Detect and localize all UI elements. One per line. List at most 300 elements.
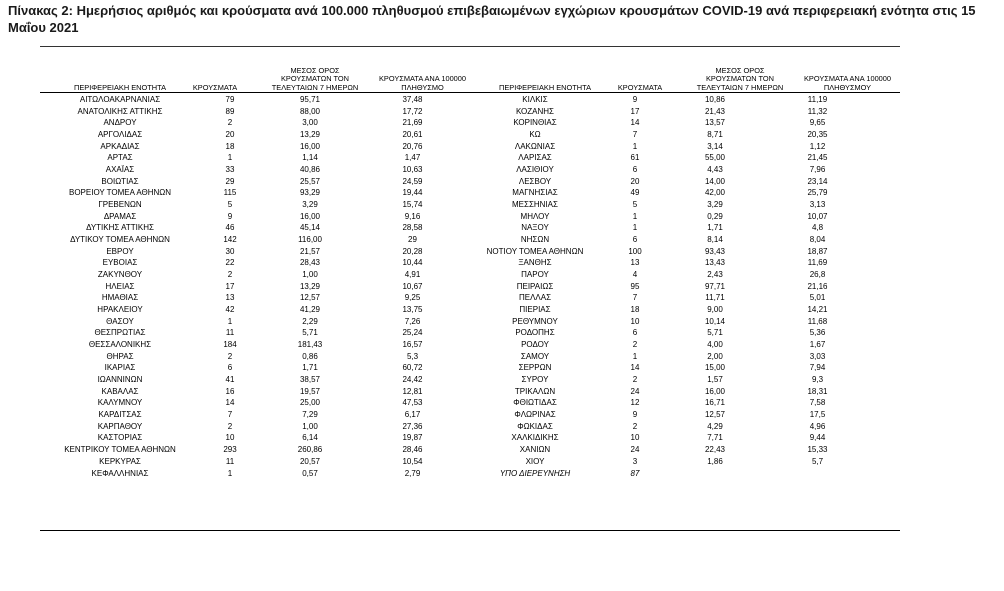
cell-per100k: 37,48 <box>402 95 423 104</box>
cell-region-2: ΦΩΚΙΔΑΣ <box>517 421 553 431</box>
cell-avg7-2: 5,71 <box>707 328 723 338</box>
cell-per100k: 20,61 <box>402 130 423 140</box>
cell-per100k: 16,57 <box>402 340 423 350</box>
cell-avg7-2 <box>665 468 765 480</box>
cell-per100k: 20,28 <box>402 246 423 256</box>
cell-region: ΓΡΕΒΕΝΩΝ <box>98 200 142 210</box>
cell-cases: 142 <box>223 235 237 245</box>
header-cases-2: ΚΡΟΥΣΜΑΤΑ <box>617 82 663 92</box>
cell-region: ΚΑΒΑΛΑΣ <box>101 386 139 396</box>
cell-region: ΚΑΡΠΑΘΟΥ <box>97 421 143 431</box>
cell-avg7: 1,00 <box>302 270 318 280</box>
cell-cases: 20 <box>225 130 235 140</box>
cell-avg7-2: 8,14 <box>707 235 723 245</box>
cell-region: ΑΡΤΑΣ <box>107 153 133 163</box>
cell-cases-2: 6 <box>632 328 638 338</box>
cell-per100k-2: 17,5 <box>809 410 826 420</box>
table-row <box>40 164 870 176</box>
cell-cases: 18 <box>225 141 235 151</box>
cell-avg7-2: 8,71 <box>707 130 723 140</box>
cell-region-2: ΣΕΡΡΩΝ <box>518 363 552 373</box>
cell-avg7-2: 12,57 <box>704 410 726 420</box>
cell-per100k: 27,36 <box>402 421 423 431</box>
cell-cases-2: 24 <box>630 445 640 455</box>
cell-avg7: 13,29 <box>299 130 321 140</box>
cell-avg7: 12,57 <box>299 293 321 303</box>
cell-cases: 41 <box>225 375 235 385</box>
cell-region: ΔΥΤΙΚΟΥ ΤΟΜΕΑ ΑΘΗΝΩΝ <box>70 235 170 245</box>
cell-region-2: ΥΠΟ ΔΙΕΡΕΥΝΗΣΗ <box>499 468 571 478</box>
cell-avg7: 13,29 <box>299 281 321 291</box>
header-region: ΠΕΡΙΦΕΡΕΙΑΚΗ ΕΝΟΤΗΤΑ <box>74 82 166 92</box>
cell-per100k: 17,72 <box>402 106 423 116</box>
cell-cases-2: 18 <box>630 305 640 315</box>
cell-region-2: ΚΟΡΙΝΘΙΑΣ <box>513 118 557 128</box>
cell-per100k: 24,59 <box>402 176 423 186</box>
cell-cases: 11 <box>225 328 235 338</box>
cell-region: ΑΙΤΩΛΟΑΚΑΡΝΑΝΙΑΣ <box>79 95 161 104</box>
cell-avg7: 21,57 <box>299 246 321 256</box>
cell-cases-2: 7 <box>632 130 638 140</box>
cell-cases: 33 <box>225 165 235 175</box>
cell-cases-2: 4 <box>632 270 638 280</box>
cell-region: ΑΡΓΟΛΙΔΑΣ <box>97 130 143 140</box>
table-row <box>40 281 870 293</box>
cell-cases: 89 <box>225 106 235 116</box>
cell-region: ΘΑΣΟΥ <box>106 316 134 326</box>
cell-avg7-2: 4,29 <box>707 421 723 431</box>
table-bottom-rule <box>40 530 900 531</box>
cell-avg7: 3,00 <box>302 118 318 128</box>
cell-cases-2: 12 <box>630 398 640 408</box>
cell-cases-2: 14 <box>630 363 640 373</box>
cell-avg7: 5,71 <box>302 328 318 338</box>
cell-avg7-2: 42,00 <box>704 188 726 198</box>
cell-per100k-2: 26,8 <box>809 270 826 280</box>
cell-region: ΘΕΣΣΑΛΟΝΙΚΗΣ <box>88 340 152 350</box>
cell-avg7: 1,00 <box>302 421 318 431</box>
cell-region-2: ΛΕΣΒΟΥ <box>518 176 552 186</box>
cell-per100k: 25,24 <box>402 328 423 338</box>
cell-cases: 22 <box>225 258 235 268</box>
cell-per100k-2: 20,35 <box>807 130 828 140</box>
cell-cases-2: 49 <box>630 188 640 198</box>
table-row <box>40 234 870 246</box>
cell-region-2: ΧΑΛΚΙΔΙΚΗΣ <box>511 433 559 443</box>
cell-per100k-2: 18,31 <box>807 386 828 396</box>
cell-avg7: 28,43 <box>299 258 321 268</box>
table-row <box>40 117 870 129</box>
cell-per100k: 1,47 <box>404 153 421 163</box>
title-divider <box>40 46 900 47</box>
cell-region: ΚΕΦΑΛΛΗΝΙΑΣ <box>91 468 149 478</box>
cell-region: ΔΥΤΙΚΗΣ ΑΤΤΙΚΗΣ <box>86 223 154 233</box>
cell-cases-2: 17 <box>630 106 640 116</box>
cell-region-2: ΚΙΛΚΙΣ <box>522 95 548 104</box>
cell-per100k-2: 21,45 <box>807 153 828 163</box>
cell-per100k: 28,58 <box>402 223 423 233</box>
cell-cases-2: 9 <box>632 410 638 420</box>
cell-cases: 16 <box>225 386 235 396</box>
cell-per100k-2: 15,33 <box>807 445 828 455</box>
cell-region-2: ΤΡΙΚΑΛΩΝ <box>514 386 556 396</box>
table-row <box>40 374 870 386</box>
cell-avg7-2: 93,43 <box>704 246 726 256</box>
header-avg7-2: ΜΕΣΟΣ ΟΡΟΣ ΚΡΟΥΣΜΑΤΩΝ ΤΟΝ ΤΕΛΕΥΤΑΙΩΝ 7 ΗΜΕΡΩΝ <box>696 65 784 92</box>
cell-per100k-2: 11,19 <box>807 95 828 104</box>
table-body <box>40 94 870 479</box>
cell-per100k-2: 23,14 <box>807 176 828 186</box>
cell-cases: 9 <box>227 211 233 221</box>
cell-per100k: 10,54 <box>402 456 423 466</box>
cell-region-2: ΜΑΓΝΗΣΙΑΣ <box>512 188 558 198</box>
cell-avg7: 0,86 <box>302 351 318 361</box>
cell-per100k: 5,3 <box>406 351 419 361</box>
table-row <box>40 152 870 164</box>
cell-avg7-2: 1,71 <box>707 223 723 233</box>
cell-cases: 46 <box>225 223 235 233</box>
table-row <box>40 316 870 328</box>
cell-avg7: 1,71 <box>302 363 318 373</box>
cell-region-2: ΧΙΟΥ <box>525 456 545 466</box>
cell-per100k: 4,91 <box>404 270 421 280</box>
cell-per100k-2 <box>765 468 870 480</box>
cell-per100k-2: 5,01 <box>809 293 826 303</box>
cell-avg7: 16,00 <box>299 141 321 151</box>
table-row <box>40 222 870 234</box>
table-row <box>40 339 870 351</box>
cell-cases: 5 <box>227 200 233 210</box>
table-row <box>40 129 870 141</box>
cell-avg7: 45,14 <box>299 223 321 233</box>
cell-cases: 7 <box>227 410 233 420</box>
cell-region-2: ΞΑΝΘΗΣ <box>518 258 552 268</box>
cell-cases: 79 <box>225 95 235 104</box>
cell-cases: 184 <box>223 340 237 350</box>
header-region-2: ΠΕΡΙΦΕΡΕΙΑΚΗ ΕΝΟΤΗΤΑ <box>499 82 591 92</box>
cell-cases-2: 7 <box>632 293 638 303</box>
cell-region-2: ΠΕΛΛΑΣ <box>518 293 552 303</box>
cell-avg7-2: 9,00 <box>707 305 723 315</box>
cell-avg7: 1,14 <box>302 153 318 163</box>
cell-cases-2: 2 <box>632 340 638 350</box>
cell-avg7-2: 97,71 <box>704 281 726 291</box>
cell-avg7-2: 4,43 <box>707 165 723 175</box>
cell-per100k: 15,74 <box>402 200 423 210</box>
cell-avg7: 40,86 <box>299 165 321 175</box>
cell-cases-2: 9 <box>632 95 638 104</box>
cell-cases-2: 87 <box>630 468 640 478</box>
cell-per100k-2: 1,67 <box>809 340 826 350</box>
cell-cases-2: 5 <box>632 200 638 210</box>
cell-cases: 29 <box>225 176 235 186</box>
cell-cases-2: 61 <box>630 153 640 163</box>
cell-per100k-2: 4,8 <box>811 223 824 233</box>
table-row <box>40 106 870 118</box>
table-row <box>40 421 870 433</box>
cell-avg7-2: 10,86 <box>704 95 726 104</box>
table-title: Πίνακας 2: Ημερήσιος αριθμός και κρούσματα ανά 100.000 πληθυσμού επιβεβαιωμένων εγχώριων κρουσμάτων COVID-19 ανά περιφερειακή ενότητα στις 15 Μαΐου 2021 <box>8 3 976 35</box>
cell-region-2: ΡΕΘΥΜΝΟΥ <box>512 316 558 326</box>
cell-per100k: 20,76 <box>402 141 423 151</box>
cell-avg7: 2,29 <box>302 316 318 326</box>
cell-avg7: 0,57 <box>302 468 318 478</box>
cell-region: ΚΑΛΥΜΝΟΥ <box>97 398 143 408</box>
cell-cases: 13 <box>225 293 235 303</box>
cell-cases-2: 10 <box>630 316 640 326</box>
cell-cases-2: 10 <box>630 433 640 443</box>
cell-region-2: ΣΑΜΟΥ <box>520 351 550 361</box>
cell-region-2: ΚΟΖΑΝΗΣ <box>515 106 555 116</box>
cell-avg7: 260,86 <box>297 445 323 455</box>
cell-avg7: 181,43 <box>297 340 323 350</box>
cell-per100k: 21,69 <box>402 118 423 128</box>
cell-per100k: 9,16 <box>404 211 421 221</box>
cell-per100k-2: 7,58 <box>809 398 826 408</box>
cell-per100k: 2,79 <box>404 468 421 478</box>
cell-avg7: 19,57 <box>299 386 321 396</box>
table-row <box>40 246 870 258</box>
cell-cases-2: 1 <box>632 223 638 233</box>
cell-avg7-2: 3,29 <box>707 200 723 210</box>
cell-per100k-2: 4,96 <box>809 421 826 431</box>
cell-per100k: 19,87 <box>402 433 423 443</box>
cell-per100k: 9,25 <box>404 293 421 303</box>
cell-per100k-2: 9,65 <box>809 118 826 128</box>
cell-cases: 1 <box>227 153 233 163</box>
data-table <box>40 94 870 479</box>
cell-region-2: ΠΕΙΡΑΙΩΣ <box>516 281 554 291</box>
table-row <box>40 257 870 269</box>
cell-per100k-2: 25,79 <box>807 188 828 198</box>
cell-avg7-2: 55,00 <box>704 153 726 163</box>
cell-region: ΚΕΡΚΥΡΑΣ <box>99 456 141 466</box>
cell-avg7-2: 10,14 <box>704 316 726 326</box>
cell-cases-2: 3 <box>632 456 638 466</box>
cell-region: ΗΜΑΘΙΑΣ <box>101 293 139 303</box>
cell-cases-2: 6 <box>632 235 638 245</box>
table-row <box>40 199 870 211</box>
cell-region-2: ΚΩ <box>529 130 541 140</box>
cell-per100k: 6,17 <box>404 410 421 420</box>
cell-per100k: 12,81 <box>402 386 423 396</box>
cell-per100k-2: 5,36 <box>809 328 826 338</box>
cell-avg7-2: 3,14 <box>707 141 723 151</box>
cell-per100k-2: 9,44 <box>809 433 826 443</box>
table-row <box>40 269 870 281</box>
cell-cases: 2 <box>227 421 233 431</box>
cell-region-2: ΜΕΣΣΗΝΙΑΣ <box>512 200 558 210</box>
cell-per100k: 10,67 <box>402 281 423 291</box>
cell-avg7-2: 11,71 <box>705 293 725 303</box>
cell-per100k: 28,46 <box>402 445 423 455</box>
cell-region-2: ΠΑΡΟΥ <box>521 270 549 280</box>
cell-avg7-2: 4,00 <box>707 340 723 350</box>
cell-region-2: ΝΗΣΩΝ <box>520 235 550 245</box>
cell-cases-2: 100 <box>628 246 642 256</box>
cell-per100k-2: 11,32 <box>807 106 828 116</box>
cell-cases: 14 <box>225 398 235 408</box>
cell-per100k: 10,63 <box>402 165 423 175</box>
cell-cases: 42 <box>225 305 235 315</box>
cell-avg7: 116,00 <box>298 235 322 245</box>
cell-per100k-2: 21,16 <box>807 281 828 291</box>
cell-cases-2: 1 <box>632 211 638 221</box>
cell-cases-2: 24 <box>630 386 640 396</box>
cell-region-2: ΦΘΙΩΤΙΔΑΣ <box>513 398 557 408</box>
cell-avg7-2: 7,71 <box>707 433 723 443</box>
table-header <box>0 60 1004 92</box>
cell-avg7-2: 14,00 <box>704 176 726 186</box>
cell-avg7: 38,57 <box>299 375 321 385</box>
cell-avg7: 93,29 <box>299 188 321 198</box>
cell-per100k-2: 11,68 <box>807 316 828 326</box>
cell-avg7: 3,29 <box>302 200 318 210</box>
cell-avg7: 7,29 <box>302 410 318 420</box>
cell-per100k: 24,42 <box>402 375 423 385</box>
cell-avg7: 6,14 <box>302 433 318 443</box>
cell-cases: 1 <box>227 468 233 478</box>
cell-per100k-2: 11,69 <box>807 258 828 268</box>
cell-per100k-2: 3,13 <box>809 200 826 210</box>
cell-avg7: 16,00 <box>299 211 321 221</box>
table-row <box>40 304 870 316</box>
cell-cases-2: 95 <box>630 281 640 291</box>
table-row <box>40 94 870 106</box>
cell-avg7-2: 15,00 <box>704 363 726 373</box>
cell-region-2: ΦΛΩΡΙΝΑΣ <box>514 410 556 420</box>
table-row <box>40 456 870 468</box>
table-row <box>40 397 870 409</box>
cell-avg7: 95,71 <box>299 95 321 104</box>
cell-region: ΑΝΑΤΟΛΙΚΗΣ ΑΤΤΙΚΗΣ <box>77 106 163 116</box>
cell-per100k: 29 <box>408 235 417 245</box>
cell-cases: 2 <box>227 118 233 128</box>
cell-cases-2: 20 <box>630 176 640 186</box>
table-row <box>40 327 870 339</box>
cell-cases-2: 14 <box>630 118 640 128</box>
table-row <box>40 386 870 398</box>
cell-region: ΘΗΡΑΣ <box>106 351 134 361</box>
cell-per100k-2: 9,3 <box>811 375 824 385</box>
cell-per100k-2: 10,07 <box>807 211 828 221</box>
cell-cases-2: 1 <box>632 141 638 151</box>
cell-per100k: 19,44 <box>402 188 423 198</box>
cell-cases: 30 <box>225 246 235 256</box>
cell-cases: 1 <box>227 316 233 326</box>
table-row <box>40 432 870 444</box>
cell-region: ΙΩΑΝΝΙΝΩΝ <box>97 375 143 385</box>
cell-region-2: ΠΙΕΡΙΑΣ <box>519 305 551 315</box>
table-row <box>40 468 870 480</box>
cell-per100k-2: 5,7 <box>811 456 824 466</box>
cell-region-2: ΧΑΝΙΩΝ <box>519 445 551 455</box>
cell-region-2: ΛΑΡΙΣΑΣ <box>518 153 552 163</box>
table-row <box>40 211 870 223</box>
cell-avg7-2: 21,43 <box>704 106 726 116</box>
cell-cases: 6 <box>227 363 233 373</box>
cell-region-2: ΛΑΚΩΝΙΑΣ <box>514 141 556 151</box>
cell-avg7-2: 1,57 <box>707 375 723 385</box>
cell-region-2: ΡΟΔΟΥ <box>521 340 549 350</box>
cell-cases: 17 <box>225 281 235 291</box>
cell-cases-2: 2 <box>632 375 638 385</box>
cell-cases: 2 <box>227 351 233 361</box>
cell-avg7-2: 0,29 <box>707 211 723 221</box>
cell-avg7: 41,29 <box>299 305 321 315</box>
cell-region: ΗΡΑΚΛΕΙΟΥ <box>97 305 143 315</box>
cell-region: ΔΡΑΜΑΣ <box>103 211 137 221</box>
cell-avg7-2: 1,86 <box>707 456 723 466</box>
cell-cases: 10 <box>225 433 235 443</box>
cell-cases: 115 <box>223 188 237 198</box>
cell-region: ΚΕΝΤΡΙΚΟΥ ΤΟΜΕΑ ΑΘΗΝΩΝ <box>64 445 176 455</box>
cell-region: ΖΑΚΥΝΘΟΥ <box>97 270 143 280</box>
cell-avg7: 25,57 <box>299 176 321 186</box>
cell-avg7-2: 16,71 <box>704 398 726 408</box>
cell-avg7-2: 2,00 <box>707 351 723 361</box>
cell-region: ΚΑΣΤΟΡΙΑΣ <box>97 433 143 443</box>
header-per100k-2: ΚΡΟΥΣΜΑΤΑ ΑΝΑ 100000 ΠΛΗΘΥΣΜΟΥ <box>803 74 892 92</box>
cell-avg7-2: 22,43 <box>704 445 726 455</box>
cell-per100k-2: 7,94 <box>809 363 826 373</box>
cell-per100k-2: 14,21 <box>807 305 828 315</box>
cell-region: ΒΟΡΕΙΟΥ ΤΟΜΕΑ ΑΘΗΝΩΝ <box>68 188 172 198</box>
cell-region: ΑΝΔΡΟΥ <box>103 118 137 128</box>
cell-per100k: 7,26 <box>404 316 421 326</box>
cell-avg7: 88,00 <box>299 106 321 116</box>
cell-per100k: 47,53 <box>402 398 423 408</box>
cell-cases: 11 <box>225 456 235 466</box>
header-avg7: ΜΕΣΟΣ ΟΡΟΣ ΚΡΟΥΣΜΑΤΩΝ ΤΟΝ ΤΕΛΕΥΤΑΙΩΝ 7 ΗΜΕΡΩΝ <box>271 65 359 92</box>
header-cases: ΚΡΟΥΣΜΑΤΑ <box>192 82 238 92</box>
cell-per100k-2: 7,96 <box>809 165 826 175</box>
cell-per100k-2: 1,12 <box>809 141 826 151</box>
cell-cases-2: 2 <box>632 421 638 431</box>
cell-avg7-2: 16,00 <box>704 386 726 396</box>
cell-region-2: ΡΟΔΟΠΗΣ <box>515 328 555 338</box>
cell-per100k-2: 3,03 <box>809 351 826 361</box>
table-row <box>40 444 870 456</box>
header-per100k: ΚΡΟΥΣΜΑΤΑ ΑΝΑ 100000 ΠΛΗΘΥΣΜΟ <box>378 74 467 92</box>
cell-region: ΚΑΡΔΙΤΣΑΣ <box>98 410 142 420</box>
cell-region-2: ΜΗΛΟΥ <box>520 211 550 221</box>
cell-region: ΑΧΑΪΑΣ <box>105 165 135 175</box>
cell-avg7-2: 2,43 <box>707 270 723 280</box>
table-row <box>40 176 870 188</box>
table-row <box>40 351 870 363</box>
cell-cases: 2 <box>227 270 233 280</box>
cell-cases-2: 6 <box>632 165 638 175</box>
cell-cases-2: 1 <box>632 351 638 361</box>
cell-avg7: 20,57 <box>299 456 321 466</box>
cell-cases-2: 13 <box>630 258 640 268</box>
cell-region: ΕΒΡΟΥ <box>106 246 134 256</box>
table-row <box>40 141 870 153</box>
cell-region: ΗΛΕΙΑΣ <box>105 281 135 291</box>
cell-per100k: 60,72 <box>402 363 423 373</box>
cell-region: ΘΕΣΠΡΩΤΙΑΣ <box>94 328 146 338</box>
cell-avg7-2: 13,57 <box>704 118 726 128</box>
table-row <box>40 187 870 199</box>
cell-region-2: ΝΟΤΙΟΥ ΤΟΜΕΑ ΑΘΗΝΩΝ <box>486 246 584 256</box>
cell-region: ΕΥΒΟΙΑΣ <box>102 258 138 268</box>
header-divider <box>40 92 900 93</box>
cell-per100k-2: 18,87 <box>807 246 828 256</box>
cell-avg7-2: 13,43 <box>704 258 726 268</box>
cell-per100k: 13,75 <box>402 305 423 315</box>
table-row <box>40 409 870 421</box>
